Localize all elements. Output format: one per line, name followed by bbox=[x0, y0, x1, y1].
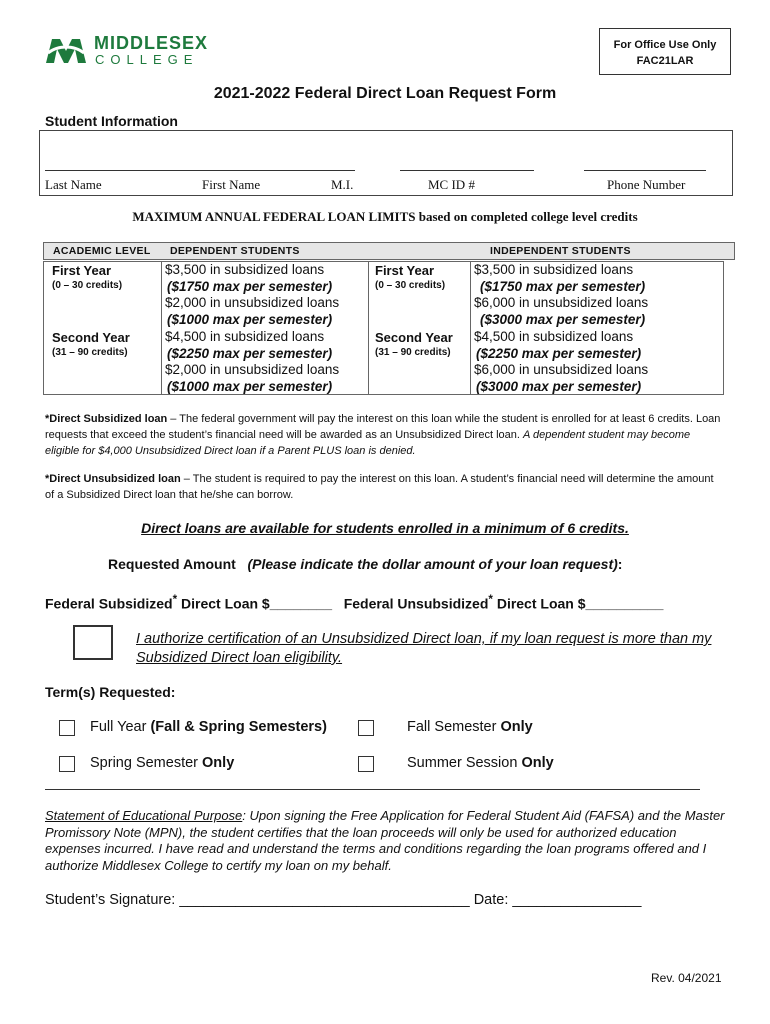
spring-semester-checkbox[interactable] bbox=[59, 756, 75, 772]
requested-amount-label: Requested Amount bbox=[108, 556, 236, 572]
full-year-bold: (Fall & Spring Semesters) bbox=[150, 719, 327, 735]
second-year-label: Second Year bbox=[52, 330, 130, 345]
loan-table-header bbox=[43, 242, 735, 260]
ind-sy-sub-max: ($2250 max per semester) bbox=[476, 345, 642, 361]
dep-sy-sub: $4,500 in subsidized loans bbox=[165, 328, 325, 344]
dep-fy-sub: $3,500 in subsidized loans bbox=[165, 262, 325, 277]
first-year-credits: (0 – 30 credits) bbox=[52, 280, 123, 291]
availability-notice: Direct loans are available for students enrolled in a minimum of 6 credits. bbox=[141, 520, 629, 536]
summer-session-label bbox=[407, 755, 554, 771]
phone-field-line[interactable] bbox=[584, 170, 706, 171]
statement-title: Statement of Educational Purpose bbox=[45, 808, 243, 823]
ind-sy-unsub: $6,000 in unsubsidized loans bbox=[474, 362, 649, 378]
first-year-label: First Year bbox=[52, 263, 112, 278]
ind-sy-sub: $4,500 in subsidized loans bbox=[474, 328, 634, 344]
last-name-label: Last Name bbox=[45, 177, 102, 192]
header-academic-level: ACADEMIC LEVEL bbox=[53, 245, 151, 257]
loan-amount-row bbox=[45, 593, 663, 612]
signature-row bbox=[45, 892, 641, 908]
date-label: Date: bbox=[469, 892, 513, 908]
student-info-heading: Student Information bbox=[45, 113, 178, 129]
summer-text: Summer Session bbox=[407, 755, 522, 771]
full-year-checkbox[interactable] bbox=[59, 720, 75, 736]
terms-heading: Term(s) Requested: bbox=[45, 684, 176, 700]
unsubsidized-note bbox=[45, 471, 725, 503]
mc-id-label: MC ID # bbox=[428, 177, 475, 192]
fed-unsub-label: Federal Unsubsidized bbox=[343, 595, 489, 612]
dep-fy-unsub-max: ($1000 max per semester) bbox=[167, 312, 333, 328]
asterisk: * bbox=[488, 593, 493, 606]
ind-fy-sub-max: ($1750 max per semester) bbox=[480, 278, 646, 294]
spring-text: Spring Semester bbox=[90, 755, 203, 771]
logo-text-middlesex: MIDDLESEX bbox=[94, 33, 209, 53]
signature-field[interactable]: ____________________________________ bbox=[179, 892, 470, 908]
college-logo-icon bbox=[44, 35, 88, 67]
table-divider bbox=[161, 261, 162, 395]
fed-unsub-amount-field[interactable]: Direct Loan $__________ bbox=[492, 595, 664, 612]
table-divider bbox=[368, 261, 369, 395]
first-name-label: First Name bbox=[202, 177, 261, 192]
unsubsidized-term: *Direct Unsubsidized loan bbox=[45, 473, 181, 485]
office-use-label: For Office Use Only bbox=[613, 39, 717, 51]
table-divider bbox=[470, 261, 471, 395]
ind-second-year-label: Second Year bbox=[375, 330, 453, 345]
dep-sy-unsub-max: ($1000 max per semester) bbox=[167, 378, 333, 394]
logo-text-college: COLLEGE bbox=[95, 52, 199, 67]
educational-purpose-statement bbox=[45, 808, 735, 874]
ind-sy-unsub-max: ($3000 max per semester) bbox=[476, 378, 642, 394]
mc-id-field-line[interactable] bbox=[400, 170, 534, 171]
fall-semester-checkbox[interactable] bbox=[358, 720, 374, 736]
signature-label: Student’s Signature: bbox=[45, 892, 180, 908]
fall-semester-label bbox=[407, 719, 533, 735]
spring-semester-label bbox=[90, 755, 234, 771]
independent-limits bbox=[474, 262, 648, 396]
form-code: FAC21LAR bbox=[636, 55, 694, 67]
ind-fy-unsub: $6,000 in unsubsidized loans bbox=[474, 295, 649, 311]
date-field[interactable]: ________________ bbox=[512, 892, 642, 908]
revision-date: Rev. 04/2021 bbox=[651, 971, 722, 985]
ind-fy-unsub-max: ($3000 max per semester) bbox=[480, 312, 646, 328]
fed-sub-amount-field[interactable]: Direct Loan $________ bbox=[177, 595, 333, 612]
fall-bold: Only bbox=[500, 719, 533, 735]
subsidized-note bbox=[45, 411, 725, 459]
office-use-box bbox=[599, 28, 731, 75]
phone-label: Phone Number bbox=[607, 177, 686, 192]
dependent-limits bbox=[165, 262, 339, 396]
subsidized-italic-text: A dependent student may become eligible for $4,000 Unsubsidized Direct loan if a Parent PLUS loan is denied. bbox=[45, 429, 691, 457]
header-independent: INDEPENDENT STUDENTS bbox=[490, 245, 631, 257]
full-year-text: Full Year bbox=[90, 719, 151, 735]
requested-amount-instruction: (Please indicate the dollar amount of your loan request) bbox=[247, 556, 618, 572]
authorize-checkbox[interactable] bbox=[73, 625, 113, 660]
form-title: 2021-2022 Federal Direct Loan Request Form bbox=[213, 85, 557, 102]
unsubsidized-text: – The student is required to pay the interest on this loan. A student’s financial need will determine the amount of a Subsidized Direct loan that he/she can borrow. bbox=[45, 473, 714, 501]
requested-colon: : bbox=[617, 556, 623, 572]
ind-first-year-label: First Year bbox=[375, 263, 435, 278]
mi-label: M.I. bbox=[331, 177, 354, 192]
loan-limits-title: MAXIMUM ANNUAL FEDERAL LOAN LIMITS based on completed college level credits bbox=[132, 209, 638, 224]
statement-text: : Upon signing the Free Application for Federal Student Aid (FAFSA) and the Master Promissory Note (MPN), the student certifies that the loan proceeds will only be used for authorized education expenses incurred. I have read and understand the terms and conditions regarding the loan programs offered and I authorize Middlesex College to certify my loan on my behalf. bbox=[45, 808, 725, 873]
subsidized-text: – The federal government will pay the interest on this loan while the student is enrolled for at least 6 credits. Loan requests that exceed the student’s financial need will be awarded as an Unsubsidized Direct loan. bbox=[45, 413, 721, 441]
dep-fy-sub-max: ($1750 max per semester) bbox=[167, 278, 333, 294]
fall-text: Fall Semester bbox=[407, 719, 501, 735]
authorize-text: I authorize certification of an Unsubsidized Direct loan, if my loan request is more than my Subsidized Direct loan eligibility. bbox=[136, 631, 712, 666]
dep-sy-sub-max: ($2250 max per semester) bbox=[167, 345, 333, 361]
summer-session-checkbox[interactable] bbox=[358, 756, 374, 772]
spring-bold: Only bbox=[202, 755, 235, 771]
requested-amount-heading bbox=[108, 556, 622, 572]
fed-sub-label: Federal Subsidized bbox=[45, 595, 173, 612]
subsidized-term: *Direct Subsidized loan bbox=[45, 413, 168, 425]
full-year-label bbox=[90, 719, 327, 735]
ind-first-year-credits: (0 – 30 credits) bbox=[375, 280, 446, 291]
dep-fy-unsub: $2,000 in unsubsidized loans bbox=[165, 295, 340, 311]
ind-fy-sub: $3,500 in subsidized loans bbox=[474, 262, 634, 277]
asterisk: * bbox=[172, 593, 178, 606]
ind-second-year-credits: (31 – 90 credits) bbox=[375, 347, 451, 358]
second-year-credits: (31 – 90 credits) bbox=[52, 347, 128, 358]
header-dependent: DEPENDENT STUDENTS bbox=[170, 245, 300, 257]
summer-bold: Only bbox=[521, 755, 554, 771]
name-field-line[interactable] bbox=[45, 170, 355, 171]
divider bbox=[45, 789, 700, 790]
dep-sy-unsub: $2,000 in unsubsidized loans bbox=[165, 362, 340, 378]
